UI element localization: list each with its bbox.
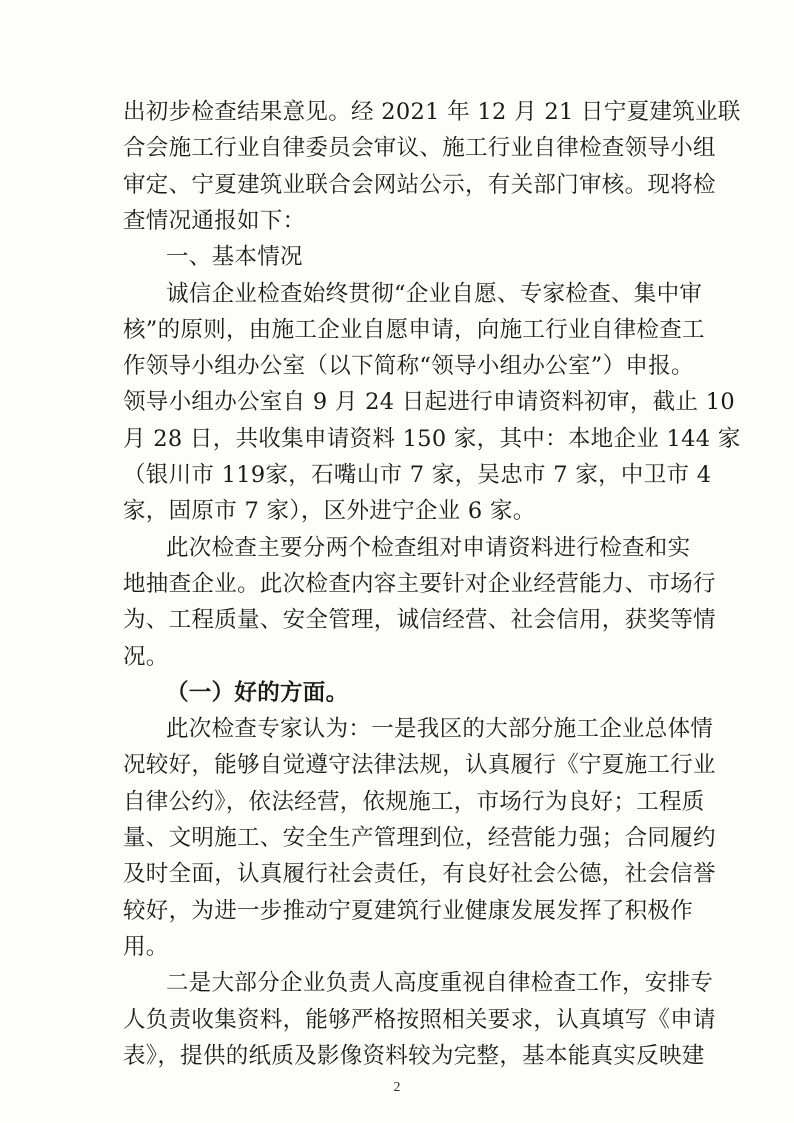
body-text-line: 况。	[123, 643, 169, 670]
body-text-line: 用。	[123, 933, 169, 960]
body-text-line: 作领导小组办公室（以下简称“领导小组办公室”）申报。	[123, 353, 694, 380]
body-text-line: 表》，提供的纸质及影像资料较为完整，基本能真实反映建	[123, 1042, 705, 1069]
body-text-line: 查情况通报如下：	[123, 207, 306, 234]
body-text-line: 家，固原市 7 家），区外进宁企业 6 家。	[123, 498, 536, 525]
body-text-line: 自律公约》，依法经营，依规施工，市场行为良好；工程质	[123, 788, 705, 815]
page-number: 2	[393, 1079, 401, 1095]
body-text-line: 此次检查专家认为：一是我区的大部分施工企业总体情	[166, 716, 714, 743]
body-text-line: 地抽查企业。此次检查内容主要针对企业经营能力、市场行	[123, 570, 716, 597]
body-text-line: 此次检查主要分两个检查组对申请资料进行检查和实	[166, 534, 691, 561]
body-text-line: 况较好，能够自觉遵守法律法规，认真履行《宁夏施工行业	[123, 752, 716, 779]
body-text-line: 及时全面，认真履行社会责任，有良好社会公德，社会信誉	[123, 861, 716, 888]
body-text-line: 较好，为进一步推动宁夏建筑行业健康发展发挥了积极作	[123, 897, 694, 924]
body-text-line: 量、文明施工、安全生产管理到位，经营能力强；合同履约	[123, 825, 716, 851]
body-text-line: 为、工程质量、安全管理，诚信经营、社会信用，获奖等情	[123, 607, 716, 634]
body-text-line: 二是大部分企业负责人高度重视自律检查工作，安排专	[166, 970, 714, 997]
body-text-line: 出初步检查结果意见。经 2021 年 12 月 21 日宁夏建筑业联	[123, 99, 741, 125]
body-text-line: （银川市 119家，石嘴山市 7 家，吴忠市 7 家，中卫市 4	[123, 462, 712, 488]
body-text-line: 合会施工行业自律委员会审议、施工行业自律检查领导小组	[123, 135, 716, 162]
body-text-line: 人负责收集资料，能够严格按照相关要求，认真填写《申请	[123, 1006, 716, 1033]
body-text-line: 诚信企业检查始终贯彻“企业自愿、专家检查、集中审	[166, 280, 703, 307]
body-text-line: 核”的原则，由施工企业自愿申请，向施工行业自律检查工	[123, 316, 705, 343]
body-text-line: 月 28 日，共收集申请资料 150 家，其中：本地企业 144 家	[123, 425, 741, 452]
body-text-line: 领导小组办公室自 9 月 24 日起进行申请资料初审，截止 10	[123, 389, 735, 416]
subsection-heading-good-aspects: （一）好的方面。	[166, 679, 349, 706]
section-heading-basic-situation: 一、基本情况	[166, 244, 303, 271]
body-text-line: 审定、宁夏建筑业联合会网站公示，有关部门审核。现将检	[123, 171, 716, 198]
